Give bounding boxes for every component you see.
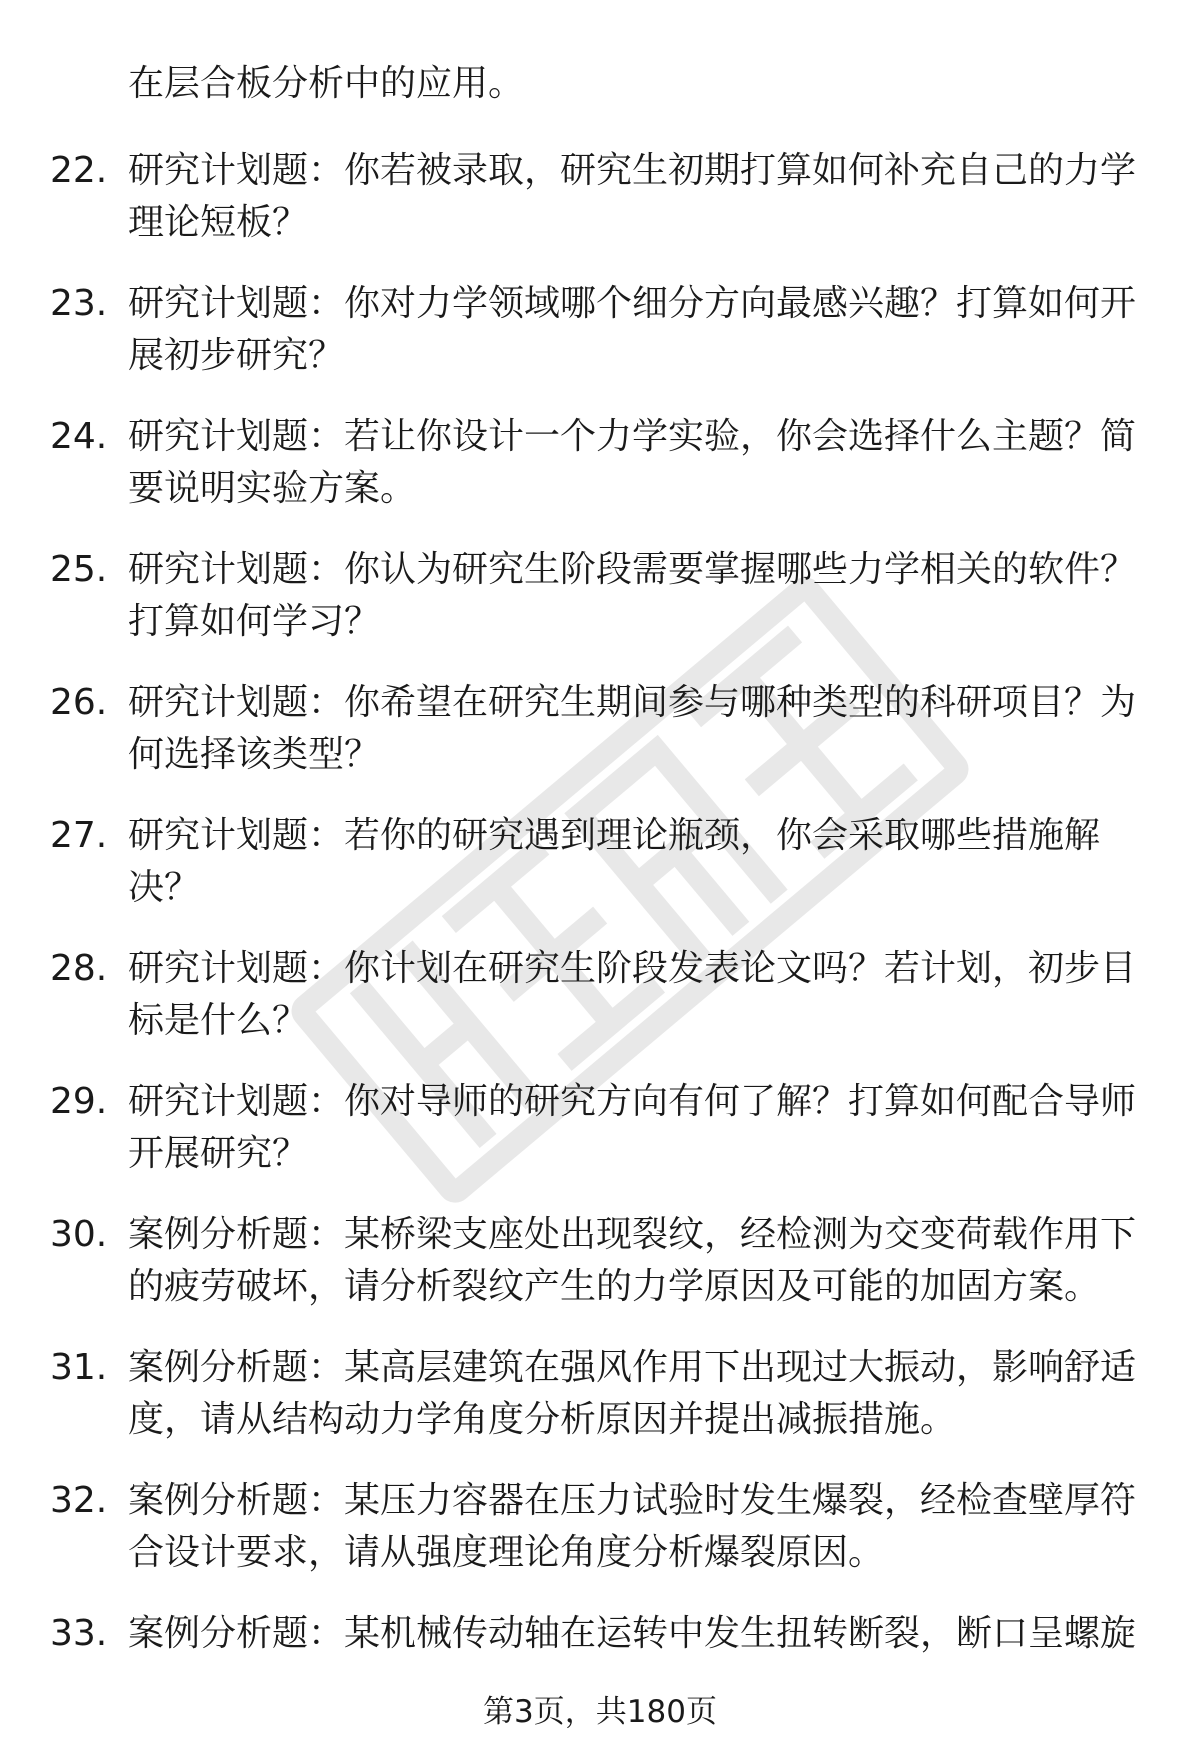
question-line: 的疲劳破坏，请分析裂纹产生的力学原因及可能的加固方案。 [128,1266,1101,1307]
question-line: 打算如何学习？ [128,601,381,642]
question-number: 28. [50,948,108,989]
question-number: 32. [50,1480,108,1521]
question-number: 29. [50,1081,108,1122]
question-text [128,1076,1138,1180]
continuation-text: 在层合板分析中的应用。 [128,63,525,104]
question-line: 度，请从结构动力学角度分析原因并提出减振措施。 [128,1399,957,1440]
question-line: 标是什么？ [128,1000,309,1041]
question-line: 案例分析题：某桥梁支座处出现裂纹，经检测为交变荷载作用下 [128,1214,1137,1255]
question-text [128,943,1138,1047]
question-line: 要说明实验方案。 [128,468,417,509]
question-line: 展初步研究？ [128,335,345,376]
question-item [0,677,1200,810]
question-item [0,1475,1200,1608]
question-line: 案例分析题：某机械传动轴在运转中发生扭转断裂，断口呈螺旋 [128,1613,1137,1654]
question-line: 研究计划题：你若被录取，研究生初期打算如何补充自己的力学 [128,150,1137,191]
question-line: 何选择该类型？ [128,734,381,775]
question-line: 研究计划题：你认为研究生阶段需要掌握哪些力学相关的软件？ [128,549,1137,590]
question-text [128,1209,1138,1313]
question-line: 研究计划题：你希望在研究生期间参与哪种类型的科研项目？为 [128,682,1137,723]
question-item [0,1342,1200,1475]
question-number: 25. [50,549,108,590]
question-text [128,1342,1138,1446]
question-text [128,1475,1138,1579]
question-line: 案例分析题：某压力容器在压力试验时发生爆裂，经检查壁厚符 [128,1480,1137,1521]
question-line: 决？ [128,867,201,908]
question-number: 27. [50,815,108,856]
question-text [128,544,1138,648]
question-line: 理论短板？ [128,202,309,243]
question-number: 26. [50,682,108,723]
question-text [128,411,1138,515]
question-text [128,677,1138,781]
question-item [0,810,1200,943]
question-line: 开展研究？ [128,1133,309,1174]
page-number-footer: 第3页，共180页 [483,1694,717,1730]
question-text [128,810,1138,914]
question-item [0,278,1200,411]
question-item [0,411,1200,544]
question-item [0,145,1200,278]
question-line: 案例分析题：某高层建筑在强风作用下出现过大振动，影响舒适 [128,1347,1137,1388]
question-line: 研究计划题：你对力学领域哪个细分方向最感兴趣？打算如何开 [128,283,1137,324]
question-line: 研究计划题：若你的研究遇到理论瓶颈，你会采取哪些措施解 [128,815,1101,856]
question-text [128,278,1138,382]
question-number: 24. [50,416,108,457]
question-line: 研究计划题：你计划在研究生阶段发表论文吗？若计划，初步目 [128,948,1137,989]
question-number: 31. [50,1347,108,1388]
question-number: 33. [50,1613,108,1654]
question-number: 30. [50,1214,108,1255]
question-item [0,1209,1200,1342]
question-item [0,544,1200,677]
question-number: 23. [50,283,108,324]
question-line: 研究计划题：你对导师的研究方向有何了解？打算如何配合导师 [128,1081,1137,1122]
question-text [128,1608,1138,1660]
question-item [0,943,1200,1076]
question-line: 合设计要求，请从强度理论角度分析爆裂原因。 [128,1532,885,1573]
question-list [0,145,1200,1741]
question-line: 研究计划题：若让你设计一个力学实验，你会选择什么主题？简 [128,416,1137,457]
question-text [128,145,1138,249]
question-item [0,1076,1200,1209]
question-number: 22. [50,150,108,191]
